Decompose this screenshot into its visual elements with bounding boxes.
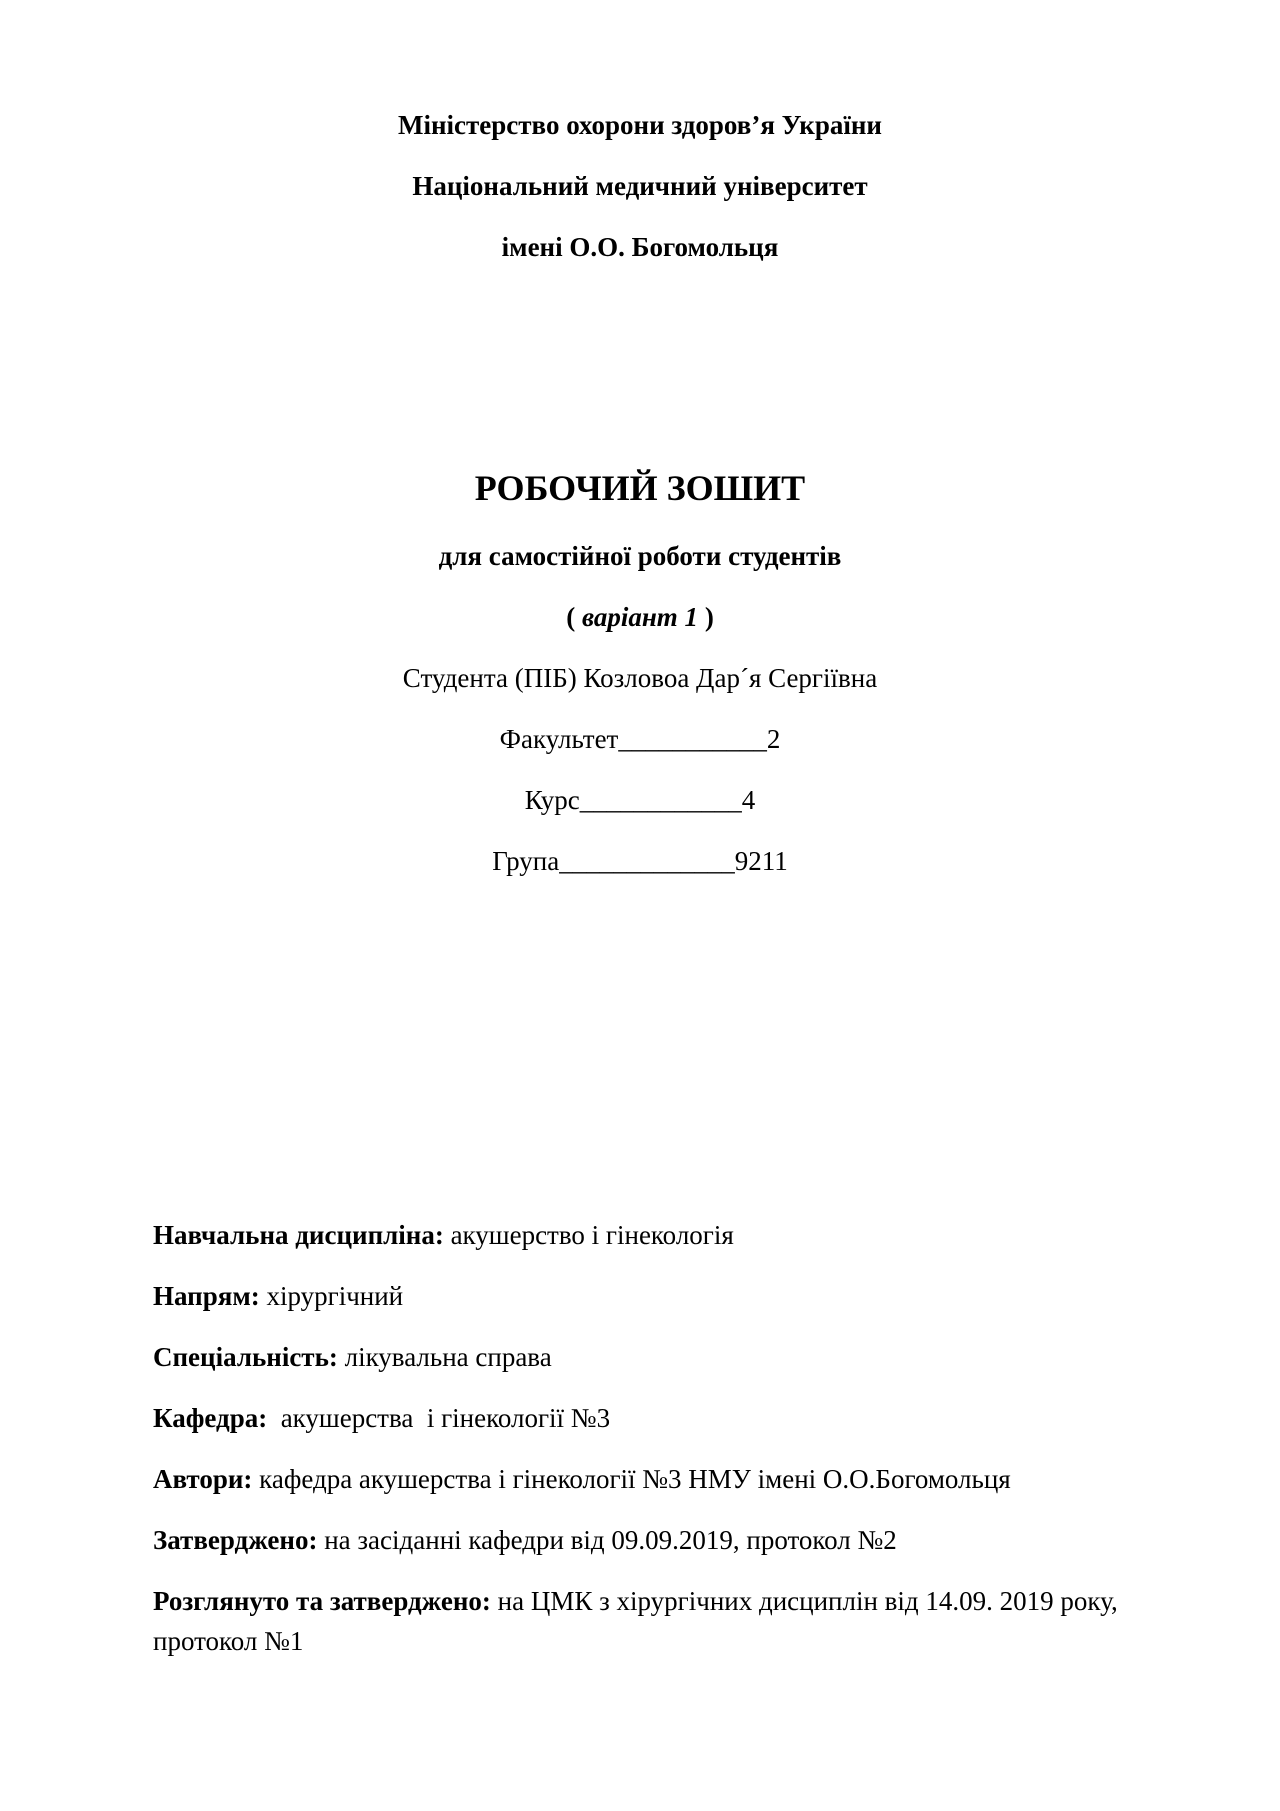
faculty-label: Факультет___________: [499, 724, 767, 754]
university-heading: Національний медичний університет: [412, 171, 868, 201]
department-label: Кафедра:: [153, 1403, 268, 1433]
department-value: акушерства і гінекології №3: [267, 1403, 611, 1433]
group-line: [0, 846, 1280, 877]
group-value: 9211: [734, 846, 788, 876]
group-label: Група_____________: [492, 846, 735, 876]
authors-line: [153, 1459, 1163, 1499]
document-subtitle: для самостійної роботи студентів: [438, 541, 842, 571]
discipline-line: [153, 1215, 1163, 1255]
direction-label: Напрям:: [153, 1281, 260, 1311]
variant-text: варіант 1: [581, 602, 699, 632]
course-line: [0, 785, 1280, 816]
specialty-value: лікувальна справа: [337, 1342, 552, 1372]
university-name-heading: імені О.О. Богомольця: [501, 232, 779, 262]
variant-open: (: [566, 602, 582, 632]
specialty-line: [153, 1337, 1163, 1377]
faculty-line: [0, 724, 1280, 755]
variant-close: ): [698, 602, 714, 632]
discipline-label: Навчальна дисципліна:: [153, 1220, 444, 1250]
variant-line: [0, 602, 1280, 633]
course-label: Курс____________: [524, 785, 742, 815]
document-title: РОБОЧИЙ ЗОШИТ: [474, 468, 806, 508]
faculty-value: 2: [766, 724, 781, 754]
approved-value: на засіданні кафедри від 09.09.2019, протокол №2: [317, 1525, 897, 1555]
student-name-line: Студента (ПІБ) Козловоа Дар´я Сергіївна: [402, 663, 878, 693]
authors-label: Автори:: [153, 1464, 253, 1494]
course-value: 4: [741, 785, 756, 815]
direction-line: [153, 1276, 1163, 1316]
reviewed-value: на ЦМК з хірургічних дисциплін від 14.09. 2019 року, протокол №1: [153, 1586, 1118, 1656]
department-line: [153, 1398, 1163, 1438]
ministry-heading: Міністерство охорони здоров’я України: [398, 110, 882, 140]
approved-line: [153, 1520, 1163, 1560]
authors-value: кафедра акушерства і гінекології №3 НМУ імені О.О.Богомольця: [252, 1464, 1011, 1494]
approved-label: Затверджено:: [153, 1525, 318, 1555]
specialty-label: Спеціальність:: [153, 1342, 338, 1372]
discipline-value: акушерство і гінекологія: [443, 1220, 734, 1250]
reviewed-label: Розглянуто та затверджено:: [153, 1586, 491, 1616]
direction-value: хірургічний: [259, 1281, 404, 1311]
reviewed-line: [153, 1581, 1163, 1661]
